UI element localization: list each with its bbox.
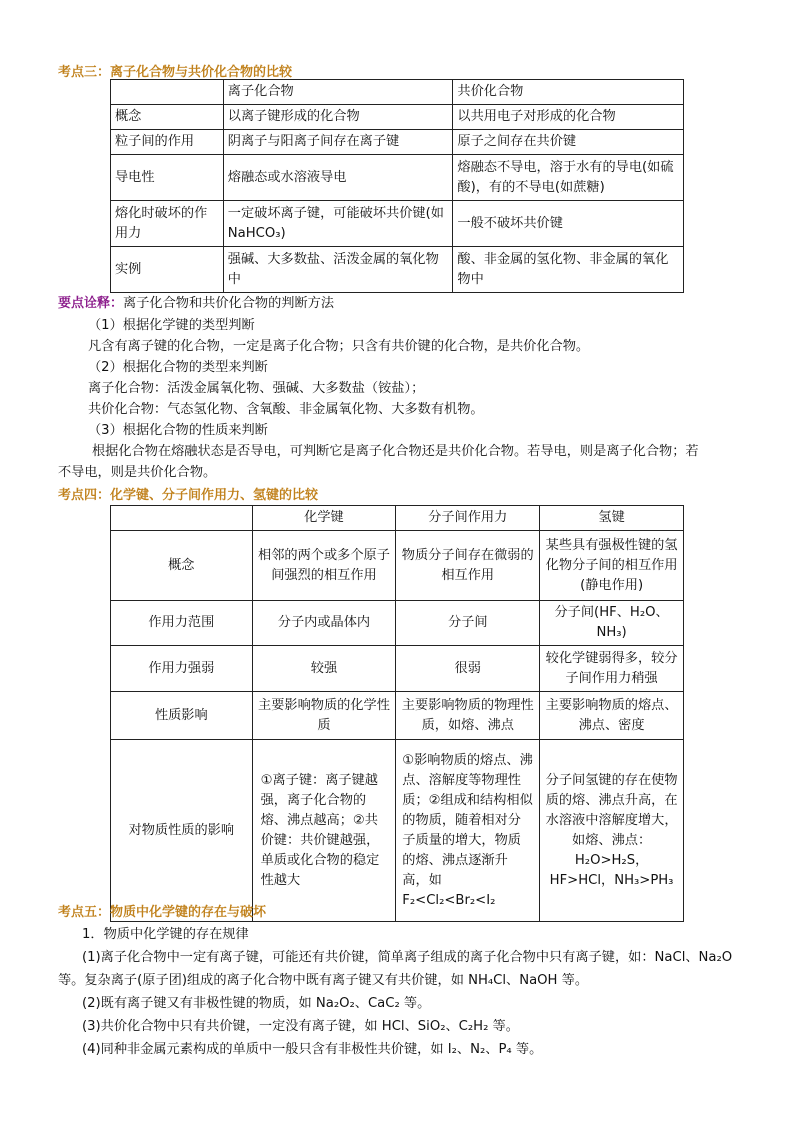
section4-heading: 考点四：化学键、分子间作用力、氢键的比较 xyxy=(58,488,319,503)
table-cell: 强碱、大多数盐、活泼金属的氧化物中 xyxy=(223,247,453,293)
tips-line: （3）根据化合物的性质来判断 xyxy=(88,423,268,438)
table-cell: ①离子键：离子键越强，离子化合物的熔、沸点越高；②共价键：共价键越强，单质或化合物的稳定性越大 xyxy=(252,740,396,922)
bond-comparison-table xyxy=(110,505,684,922)
table-cell: 分子间 xyxy=(396,601,540,646)
body-line: 1．物质中化学键的存在规律 xyxy=(82,927,249,942)
table-cell: 作用力强弱 xyxy=(111,646,253,692)
table-cell: 一定破坏离子键，可能破坏共价键(如NaHCO₃) xyxy=(223,201,453,247)
table-cell: 一般不破坏共价键 xyxy=(453,201,684,247)
table-header-cell: 离子化合物 xyxy=(223,80,453,105)
table-cell: 很弱 xyxy=(396,646,540,692)
table-cell: 概念 xyxy=(111,531,253,601)
table-cell: 分子内或晶体内 xyxy=(252,601,396,646)
table-cell: 熔化时破坏的作用力 xyxy=(111,201,224,247)
table-header-cell xyxy=(111,506,253,531)
body-line: 等。复杂离子(原子团)组成的离子化合物中既有离子键又有共价键，如 NH₄Cl、NaOH 等。 xyxy=(58,973,589,988)
table-cell: 对物质性质的影响 xyxy=(111,740,253,922)
table-cell: 以共用电子对形成的化合物 xyxy=(453,105,684,130)
table-cell: 以离子键形成的化合物 xyxy=(223,105,453,130)
body-line: (4)同种非金属元素构成的单质中一般只含有非极性共价键，如 I₂、N₂、P₄ 等。 xyxy=(82,1042,543,1057)
section3-heading: 考点三：离子化合物与共价化合物的比较 xyxy=(58,65,293,80)
table-cell: 导电性 xyxy=(111,155,224,201)
table-header-cell: 化学键 xyxy=(252,506,396,531)
table-cell: 阴离子与阳离子间存在离子键 xyxy=(223,130,453,155)
table-cell: 熔融态或水溶液导电 xyxy=(223,155,453,201)
table-cell: 较化学键弱得多，较分子间作用力稍强 xyxy=(540,646,684,692)
tips-title-line xyxy=(58,292,334,311)
tips-line: 共价化合物：气态氢化物、含氧酸、非金属氧化物、大多数有机物。 xyxy=(88,402,484,417)
table-cell: 实例 xyxy=(111,247,224,293)
body-line: (1)离子化合物中一定有离子键，可能还有共价键，简单离子组成的离子化合物中只有离子键，如：NaCl、Na₂O xyxy=(82,950,733,965)
table-cell: 原子之间存在共价键 xyxy=(453,130,684,155)
table-header-cell: 共价化合物 xyxy=(453,80,684,105)
table-cell: 主要影响物质的熔点、沸点、密度 xyxy=(540,692,684,740)
table-cell: 相邻的两个或多个原子间强烈的相互作用 xyxy=(252,531,396,601)
table-cell: 性质影响 xyxy=(111,692,253,740)
tips-line: 凡含有离子键的化合物，一定是离子化合物；只含有共价键的化合物，是共价化合物。 xyxy=(88,339,590,354)
table-cell: 粒子间的作用 xyxy=(111,130,224,155)
table-header-cell: 氢键 xyxy=(540,506,684,531)
table-header-cell xyxy=(111,80,224,105)
section5-heading: 考点五：物质中化学键的存在与破坏 xyxy=(58,905,267,920)
table-cell: 概念 xyxy=(111,105,224,130)
table-cell: 分子间(HF、H₂O、NH₃) xyxy=(540,601,684,646)
table-cell: 某些具有强极性键的氢化物分子间的相互作用(静电作用) xyxy=(540,531,684,601)
tips-line: 离子化合物：活泼金属氧化物、强碱、大多数盐（铵盐）； xyxy=(88,381,425,396)
table-cell: 主要影响物质的物理性质，如熔、沸点 xyxy=(396,692,540,740)
ionic-covalent-table xyxy=(110,79,684,293)
body-line: (2)既有离子键又有非极性键的物质，如 Na₂O₂、CaC₂ 等。 xyxy=(82,996,431,1011)
tips-line: 不导电，则是共价化合物。 xyxy=(58,465,217,480)
tips-line: （1）根据化学键的类型判断 xyxy=(88,318,255,333)
table-cell: 酸、非金属的氢化物、非金属的氧化物中 xyxy=(453,247,684,293)
table-header-cell: 分子间作用力 xyxy=(396,506,540,531)
table-cell: 作用力范围 xyxy=(111,601,253,646)
tips-label: 要点诠释： xyxy=(58,296,124,311)
table-cell: 熔融态不导电，溶于水有的导电(如硫酸)，有的不导电(如蔗糖) xyxy=(453,155,684,201)
table-cell: 分子间氢键的存在使物质的熔、沸点升高，在水溶液中溶解度增大，如熔、沸点：H₂O>H₂S，HF>HCl，NH₃>PH₃ xyxy=(540,740,684,922)
body-line: (3)共价化合物中只有共价键，一定没有离子键，如 HCl、SiO₂、C₂H₂ 等。 xyxy=(82,1019,519,1034)
table-cell: 主要影响物质的化学性质 xyxy=(252,692,396,740)
table-cell: 物质分子间存在微弱的相互作用 xyxy=(396,531,540,601)
tips-line: （2）根据化合物的类型来判断 xyxy=(88,360,268,375)
table-cell: ①影响物质的熔点、沸点、溶解度等物理性质；②组成和结构相似的物质，随着相对分子质量的增大，物质的熔、沸点逐渐升高，如F₂<Cl₂<Br₂<I₂ xyxy=(396,740,540,922)
tips-title: 离子化合物和共价化合物的判断方法 xyxy=(123,296,335,311)
tips-line: 根据化合物在熔融状态是否导电，可判断它是离子化合物还是共价化合物。若导电，则是离子化合物；若 xyxy=(92,444,699,459)
table-cell: 较强 xyxy=(252,646,396,692)
